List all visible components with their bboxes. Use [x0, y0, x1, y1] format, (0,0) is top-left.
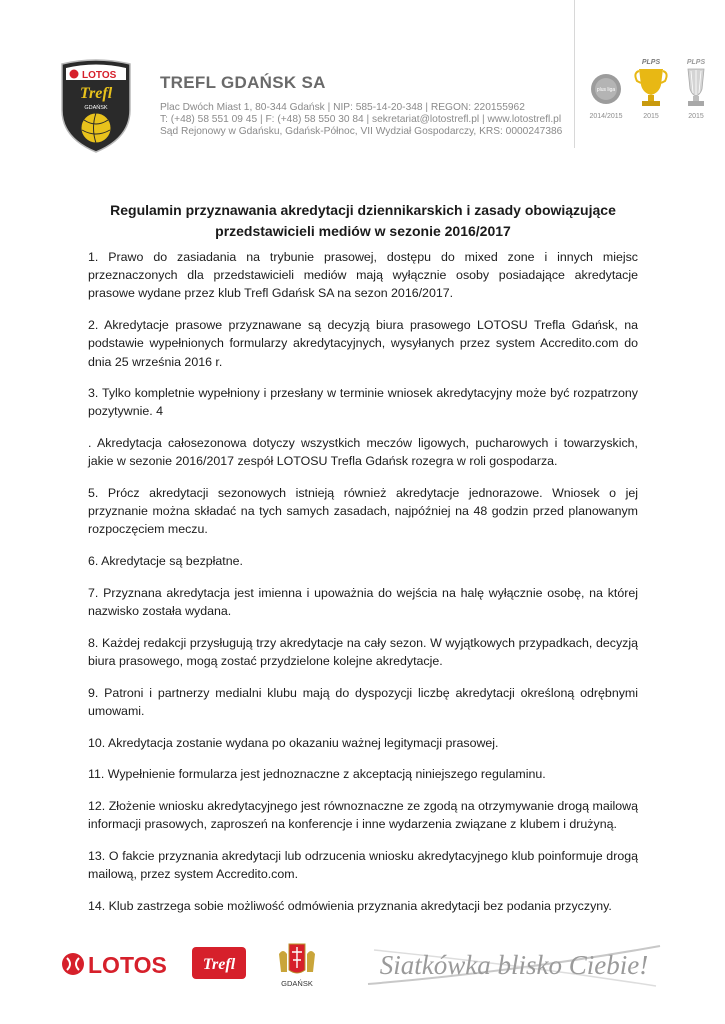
club-crest-logo	[58, 58, 134, 154]
slogan-text: Siatkówka blisko Ciebie!	[379, 950, 649, 980]
regulation-paragraph: 14. Klub zastrzega sobie możliwość odmówienia przyznania akredytacji bez podania przyczyny.	[88, 898, 612, 913]
company-court-registration: Sąd Rejonowy w Gdańsku, Gdańsk-Północ, VII Wydział Gospodarczy, KRS: 0000247386	[160, 126, 563, 138]
regulation-paragraph: 10. Akredytacja zostanie wydana po okazaniu ważnej legitymacji prasowej.	[88, 735, 499, 750]
crest-city-text: GDAŃSK	[84, 105, 108, 111]
regulation-paragraph: 13. O fakcie przyznania akredytacji lub odrzucenia wniosku akredytacyjnego klub poinformuje drogą mailową, przez system Accredito.com.	[88, 848, 638, 882]
regulation-paragraph: 8. Każdej redakcji przysługują trzy akredytacje na cały sezon. W wyjątkowych przypadkach, decyzją biura prasowego, mogą zostać przydzielone kolejne akredytacje.	[88, 635, 638, 668]
company-contact: T: (+48) 58 551 09 45 | F: (+48) 58 550 30 84 | sekretariat@lotostrefl.pl | www.lotostrefl.pl	[160, 114, 562, 126]
crest-sponsor-text: LOTOS	[82, 70, 117, 81]
trophy-cup-silver	[676, 55, 716, 120]
crest-club-text: Trefl	[79, 85, 113, 102]
silver-cup-icon	[676, 55, 716, 111]
trophies-group	[586, 55, 716, 125]
plps-label: PLPS	[686, 59, 706, 66]
header-divider-line	[574, 0, 575, 148]
trophy-year: 2015	[688, 113, 704, 120]
trefl-logo	[191, 946, 247, 980]
medal-label: plus liga	[596, 87, 616, 93]
plusliga-medal-icon	[586, 55, 626, 111]
company-name: TREFL GDAŃSK SA	[160, 73, 326, 92]
regulation-paragraph: 11. Wypełnienie formularza jest jednoznaczne z akceptacją niniejszego regulaminu.	[88, 767, 546, 782]
lotos-logo	[60, 950, 170, 980]
regulations-list	[88, 248, 638, 928]
trophy-cup-gold	[631, 55, 671, 120]
regulation-paragraph: 3. Tylko kompletnie wypełniony i przesłany w terminie wniosek akredytacyjny może być rozpatrzony pozytywnie. 4	[88, 386, 638, 419]
document-title: Regulamin przyznawania akredytacji dziennikarskich i zasady obowiązujące przedstawicieli mediów w sezonie 2016/2017	[110, 202, 616, 239]
lotos-logo-text: LOTOS	[88, 952, 167, 978]
plps-label: PLPS	[641, 59, 661, 66]
trefl-logo-text: Trefl	[202, 956, 236, 973]
gdansk-crest-logo	[273, 940, 321, 990]
regulation-paragraph: 1. Prawo do zasiadania na trybunie prasowej, dostępu do mixed zone i innych miejsc przeznaczonych dla przedstawicieli mediów mają wyłącznie osoby posiadające akredytacje prasowe wydane przez klub Trefl Gdańsk SA na sezon 2016/2017.	[88, 250, 638, 301]
company-address: Plac Dwóch Miast 1, 80-344 Gdańsk | NIP: 585-14-20-348 | REGON: 220155962	[160, 102, 525, 113]
trophy-plusliga	[586, 55, 626, 120]
footer-sponsors	[0, 930, 725, 1000]
regulation-paragraph: 2. Akredytacje prasowe przyznawane są decyzją biura prasowego LOTOSU Trefla Gdańsk, na podstawie wypełnionych formularzy akredytacyjnych, wysyłanych przez system Accredito.com do dnia 25 września 2016 r.	[88, 318, 638, 369]
company-info	[160, 73, 562, 139]
regulation-paragraph: 9. Patroni i partnerzy medialni klubu mają do dyspozycji liczbę akredytacji określoną odrębnymi umowami.	[88, 685, 638, 718]
regulation-paragraph: 5. Prócz akredytacji sezonowych istnieją również akredytacje jednorazowe. Wniosek o jej przyznanie można składać na tych samych zasadach, najpóźniej na 48 godzin przed planowanym rozpoczęciem meczu.	[88, 486, 638, 537]
gdansk-logo-text: GDAŃSK	[281, 979, 313, 988]
regulation-paragraph: 12. Złożenie wniosku akredytacyjnego jest równoznaczne ze zgodą na otrzymywanie drogą mailową informacji prasowych, zaproszeń na konferencje i inne wydarzenia związane z klubem i drużyną.	[88, 798, 638, 832]
gold-cup-icon	[631, 55, 671, 111]
slogan-banner	[364, 942, 664, 990]
regulation-paragraph: 7. Przyznana akredytacja jest imienna i upoważnia do wejścia na halę wyłącznie osobę, na której nazwisko została wydana.	[88, 585, 638, 619]
trophy-year: 2015	[643, 113, 659, 120]
trophy-year: 2014/2015	[589, 113, 623, 120]
regulation-paragraph: . Akredytacja całosezonowa dotyczy wszystkich meczów ligowych, pucharowych i towarzyskich, jakie w sezonie 2016/2017 zespół LOTOSU Trefla Gdańsk rozegra w roli gospodarza.	[88, 436, 638, 469]
regulation-paragraph: 6. Akredytacje są bezpłatne.	[88, 554, 243, 569]
